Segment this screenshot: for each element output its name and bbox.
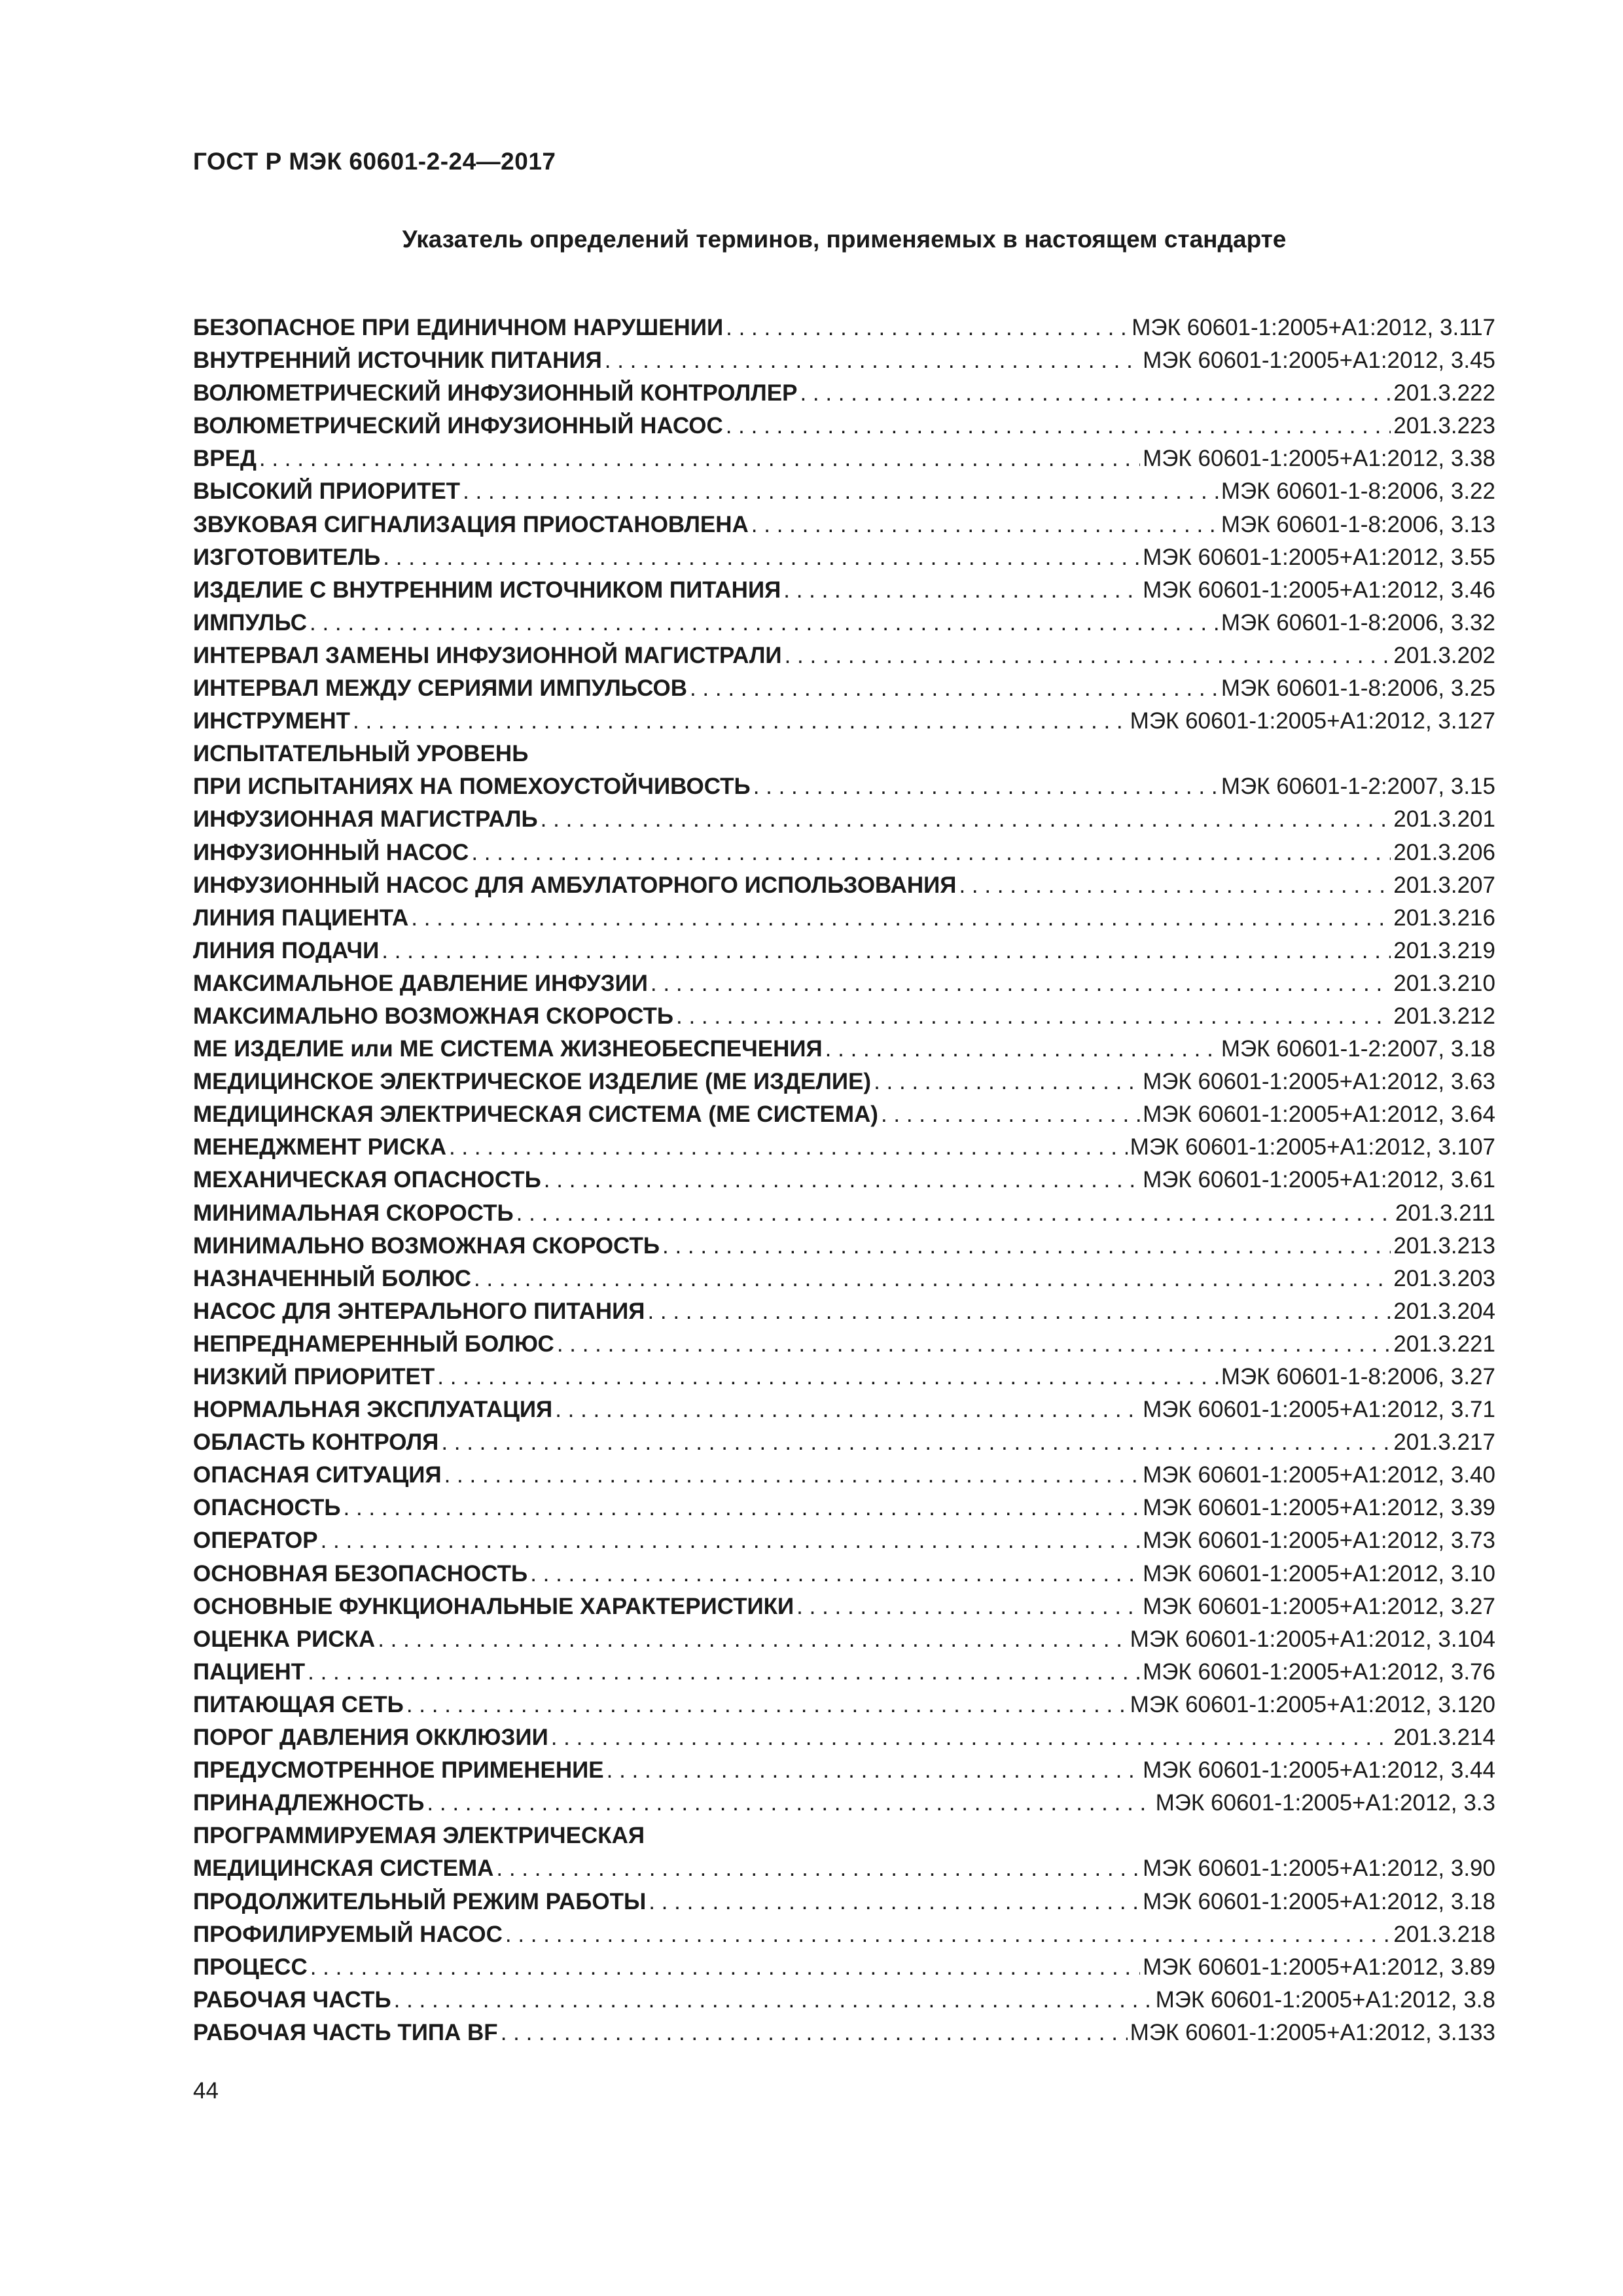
- index-term: ПОРОГ ДАВЛЕНИЯ ОККЛЮЗИИ: [193, 1725, 548, 1751]
- dot-leader: [353, 705, 1128, 738]
- dot-leader: [406, 1689, 1128, 1721]
- index-term: ВОЛЮМЕТРИЧЕСКИЙ ИНФУЗИОННЫЙ НАСОС: [193, 413, 723, 439]
- index-entry: [193, 377, 1495, 410]
- index-entry: [193, 1951, 1495, 1984]
- index-entry: [193, 1689, 1495, 1721]
- index-term: ОСНОВНЫЕ ФУНКЦИОНАЛЬНЫЕ ХАРАКТЕРИСТИКИ: [193, 1593, 794, 1619]
- index-entry: [193, 1426, 1495, 1459]
- index-term: МАКСИМАЛЬНОЕ ДАВЛЕНИЕ ИНФУЗИИ: [193, 970, 648, 996]
- term-index-list: [193, 312, 1495, 2049]
- index-term: ОСНОВНАЯ БЕЗОПАСНОСТЬ: [193, 1560, 528, 1587]
- index-reference: МЭК 60601-1:2005+А1:2012, 3.55: [1143, 544, 1495, 570]
- index-reference: 201.3.213: [1393, 1232, 1495, 1259]
- index-term: ВЫСОКИЙ ПРИОРИТЕТ: [193, 478, 461, 505]
- index-term: ИНФУЗИОННЫЙ НАСОС ДЛЯ АМБУЛАТОРНОГО ИСПОЛЬЗОВАНИЯ: [193, 872, 957, 898]
- index-reference: МЭК 60601-1:2005+А1:2012, 3.127: [1130, 708, 1495, 734]
- index-entry: [193, 1393, 1495, 1426]
- dot-leader: [800, 377, 1391, 410]
- index-reference: 201.3.203: [1393, 1265, 1495, 1291]
- index-entry: [193, 475, 1495, 508]
- index-entry: [193, 1656, 1495, 1689]
- dot-leader: [874, 1066, 1140, 1098]
- dot-leader: [607, 1754, 1140, 1787]
- index-term: ИМПУЛЬС: [193, 609, 308, 636]
- index-reference: 201.3.219: [1393, 937, 1495, 963]
- index-term: РАБОЧАЯ ЧАСТЬ: [193, 1986, 391, 2013]
- index-entry: [193, 1524, 1495, 1557]
- index-term: ПРИ ИСПЫТАНИЯХ НА ПОМЕХОУСТОЙЧИВОСТЬ: [193, 774, 751, 800]
- index-term: ИНТЕРВАЛ МЕЖДУ СЕРИЯМИ ИМПУЛЬСОВ: [193, 675, 687, 702]
- dot-leader: [530, 1558, 1140, 1590]
- index-term: ИЗГОТОВИТЕЛЬ: [193, 544, 381, 570]
- index-reference: МЭК 60601-1:2005+А1:2012, 3.45: [1143, 348, 1495, 374]
- index-reference: 201.3.207: [1393, 872, 1495, 898]
- dot-leader: [959, 869, 1391, 902]
- index-reference: 201.3.223: [1393, 413, 1495, 439]
- index-entry: [193, 967, 1495, 1000]
- index-reference: 201.3.201: [1393, 806, 1495, 833]
- index-term: ИСПЫТАТЕЛЬНЫЙ УРОВЕНЬ: [193, 741, 529, 767]
- dot-leader: [690, 672, 1219, 705]
- index-reference: МЭК 60601-1:2005+А1:2012, 3.133: [1130, 2019, 1495, 2045]
- index-entry: [193, 312, 1495, 344]
- dot-leader: [753, 770, 1219, 803]
- index-entry: [193, 541, 1495, 574]
- index-term: НЕПРЕДНАМЕРЕННЫЙ БОЛЮС: [193, 1331, 554, 1357]
- index-term: ВОЛЮМЕТРИЧЕСКИЙ ИНФУЗИОННЫЙ КОНТРОЛЛЕР: [193, 380, 798, 406]
- index-term: ОПЕРАТОР: [193, 1528, 318, 1554]
- dot-leader: [651, 967, 1391, 1000]
- index-entry: [193, 1787, 1495, 1820]
- index-reference: МЭК 60601-1-8:2006, 3.25: [1221, 675, 1495, 702]
- index-entry: [193, 836, 1495, 869]
- dot-leader: [344, 1492, 1141, 1524]
- dot-leader: [516, 1197, 1393, 1230]
- index-term: НАЗНАЧЕННЫЙ БОЛЮС: [193, 1265, 471, 1291]
- index-term: МИНИМАЛЬНО ВОЗМОЖНАЯ СКОРОСТЬ: [193, 1232, 660, 1259]
- index-entry: [193, 1918, 1495, 1951]
- dot-leader: [321, 1524, 1141, 1557]
- index-term: ИНФУЗИОННЫЙ НАСОС: [193, 839, 469, 865]
- index-entry: [193, 1852, 1495, 1885]
- index-entry: [193, 1459, 1495, 1492]
- index-entry: [193, 1492, 1495, 1524]
- index-entry: [193, 1328, 1495, 1361]
- dot-leader: [649, 1886, 1140, 1918]
- index-entry: [193, 935, 1495, 967]
- index-entry: [193, 1131, 1495, 1164]
- index-term: ПРИНАДЛЕЖНОСТЬ: [193, 1790, 425, 1816]
- dot-leader: [501, 2017, 1128, 2049]
- index-reference: МЭК 60601-1:2005+А1:2012, 3.44: [1143, 1757, 1495, 1784]
- index-term: ИЗДЕЛИЕ С ВНУТРЕННИМ ИСТОЧНИКОМ ПИТАНИЯ: [193, 577, 781, 603]
- index-reference: МЭК 60601-1:2005+А1:2012, 3.104: [1130, 1626, 1495, 1652]
- index-entry: [193, 1623, 1495, 1656]
- index-term: МИНИМАЛЬНАЯ СКОРОСТЬ: [193, 1200, 514, 1226]
- dot-leader: [310, 607, 1219, 639]
- index-reference: 201.3.210: [1393, 970, 1495, 996]
- dot-leader: [551, 1721, 1391, 1754]
- index-term: ПРЕДУСМОТРЕННОЕ ПРИМЕНЕНИЕ: [193, 1757, 604, 1784]
- index-title: Указатель определений терминов, применяемых в настоящем стандарте: [402, 226, 1287, 253]
- page-number: 44: [193, 2078, 219, 2104]
- dot-leader: [383, 541, 1140, 574]
- index-reference: МЭК 60601-1:2005+А1:2012, 3.61: [1143, 1167, 1495, 1193]
- dot-leader: [541, 803, 1391, 836]
- dot-leader: [310, 1951, 1140, 1984]
- index-reference: МЭК 60601-1-8:2006, 3.32: [1221, 609, 1495, 636]
- index-entry: [193, 1000, 1495, 1033]
- dot-leader: [394, 1984, 1153, 2017]
- index-reference: 201.3.206: [1393, 839, 1495, 865]
- index-reference: МЭК 60601-1:2005+А1:2012, 3.10: [1143, 1560, 1495, 1587]
- index-term: ПРОФИЛИРУЕМЫЙ НАСОС: [193, 1921, 503, 1947]
- dot-leader: [751, 509, 1219, 541]
- index-entry: [193, 574, 1495, 607]
- index-entry: [193, 1033, 1495, 1066]
- index-term: ОЦЕНКА РИСКА: [193, 1626, 376, 1652]
- index-entry: [193, 2017, 1495, 2049]
- dot-leader: [676, 1000, 1391, 1033]
- index-reference: 201.3.216: [1393, 905, 1495, 931]
- index-entry: [193, 1295, 1495, 1328]
- index-reference: МЭК 60601-1-2:2007, 3.18: [1221, 1036, 1495, 1062]
- index-reference: 201.3.217: [1393, 1429, 1495, 1456]
- index-term: ПРОДОЛЖИТЕЛЬНЫЙ РЕЖИМ РАБОТЫ: [193, 1888, 647, 1914]
- dot-leader: [308, 1656, 1140, 1689]
- dot-leader: [662, 1230, 1391, 1263]
- index-reference: 201.3.212: [1393, 1003, 1495, 1029]
- index-term: ИНФУЗИОННАЯ МАГИСТРАЛЬ: [193, 806, 538, 833]
- index-reference: МЭК 60601-1:2005+А1:2012, 3.39: [1143, 1495, 1495, 1521]
- dot-leader: [726, 410, 1391, 442]
- index-entry: [193, 442, 1495, 475]
- index-reference: МЭК 60601-1-8:2006, 3.27: [1221, 1364, 1495, 1390]
- index-term: МЕДИЦИНСКОЕ ЭЛЕКТРИЧЕСКОЕ ИЗДЕЛИЕ (МЕ ИЗДЕЛИЕ): [193, 1069, 872, 1095]
- index-term: ЗВУКОВАЯ СИГНАЛИЗАЦИЯ ПРИОСТАНОВЛЕНА: [193, 511, 749, 537]
- index-reference: МЭК 60601-1:2005+А1:2012, 3.63: [1143, 1069, 1495, 1095]
- index-term: ПАЦИЕНТ: [193, 1659, 306, 1685]
- dot-leader: [557, 1328, 1391, 1361]
- index-term: ОПАСНОСТЬ: [193, 1495, 341, 1521]
- index-term: МЕДИЦИНСКАЯ ЭЛЕКТРИЧЕСКАЯ СИСТЕМА (МЕ СИСТЕМА): [193, 1102, 878, 1128]
- index-reference: 201.3.204: [1393, 1298, 1495, 1324]
- index-reference: МЭК 60601-1:2005+А1:2012, 3.76: [1143, 1659, 1495, 1685]
- index-reference: 201.3.221: [1393, 1331, 1495, 1357]
- dot-leader: [449, 1131, 1128, 1164]
- index-entry: [193, 639, 1495, 672]
- index-reference: МЭК 60601-1:2005+А1:2012, 3.40: [1143, 1462, 1495, 1488]
- index-entry: [193, 705, 1495, 738]
- index-reference: МЭК 60601-1:2005+А1:2012, 3.117: [1132, 315, 1495, 340]
- index-reference: 201.3.211: [1395, 1200, 1495, 1226]
- dot-leader: [726, 312, 1129, 344]
- index-reference: 201.3.202: [1393, 642, 1495, 668]
- index-entry: [193, 1263, 1495, 1295]
- index-entry: [193, 1230, 1495, 1263]
- index-reference: МЭК 60601-1:2005+А1:2012, 3.89: [1143, 1954, 1495, 1980]
- index-entry: [193, 1098, 1495, 1131]
- index-entry: [193, 1984, 1495, 2017]
- index-reference: 201.3.218: [1393, 1921, 1495, 1947]
- dot-leader: [796, 1590, 1140, 1623]
- index-reference: МЭК 60601-1:2005+А1:2012, 3.46: [1143, 577, 1495, 603]
- index-entry: [193, 869, 1495, 902]
- index-entry: [193, 1886, 1495, 1918]
- index-reference: 201.3.214: [1393, 1725, 1495, 1751]
- dot-leader: [474, 1263, 1391, 1295]
- index-entry: [193, 410, 1495, 442]
- index-reference: МЭК 60601-1-8:2006, 3.13: [1221, 511, 1495, 537]
- dot-leader: [785, 639, 1391, 672]
- index-entry: [193, 1754, 1495, 1787]
- dot-leader: [441, 1426, 1391, 1459]
- index-entry: [193, 344, 1495, 377]
- index-term: МАКСИМАЛЬНО ВОЗМОЖНАЯ СКОРОСТЬ: [193, 1003, 674, 1029]
- index-entry: [193, 770, 1495, 803]
- index-term: МЕ ИЗДЕЛИЕ или МЕ СИСТЕМА ЖИЗНЕОБЕСПЕЧЕНИЯ: [193, 1036, 823, 1062]
- index-term: НОРМАЛЬНАЯ ЭКСПЛУАТАЦИЯ: [193, 1397, 553, 1423]
- index-term: ПРОГРАММИРУЕМАЯ ЭЛЕКТРИЧЕСКАЯ: [193, 1823, 645, 1849]
- index-term: ПИТАЮЩАЯ СЕТЬ: [193, 1691, 404, 1717]
- index-entry: [193, 1164, 1495, 1196]
- index-term: МЕХАНИЧЕСКАЯ ОПАСНОСТЬ: [193, 1167, 541, 1193]
- index-term: ОБЛАСТЬ КОНТРОЛЯ: [193, 1429, 439, 1456]
- index-term: ИНТЕРВАЛ ЗАМЕНЫ ИНФУЗИОННОЙ МАГИСТРАЛИ: [193, 642, 782, 668]
- index-entry: [193, 1590, 1495, 1623]
- index-reference: МЭК 60601-1:2005+А1:2012, 3.3: [1155, 1790, 1495, 1816]
- dot-leader: [471, 836, 1391, 869]
- index-term: ИНСТРУМЕНТ: [193, 708, 351, 734]
- index-reference: МЭК 60601-1:2005+А1:2012, 3.107: [1130, 1134, 1495, 1160]
- index-term: БЕЗОПАСНОЕ ПРИ ЕДИНИЧНОМ НАРУШЕНИИ: [193, 315, 724, 340]
- index-term: РАБОЧАЯ ЧАСТЬ ТИПА BF: [193, 2019, 498, 2045]
- index-reference: МЭК 60601-1:2005+А1:2012, 3.8: [1155, 1986, 1495, 2013]
- dot-leader: [647, 1295, 1391, 1328]
- index-entry: [193, 1361, 1495, 1393]
- standard-header: ГОСТ Р МЭК 60601-2-24—2017: [193, 148, 556, 175]
- index-entry: [193, 902, 1495, 935]
- index-term: ЛИНИЯ ПОДАЧИ: [193, 937, 380, 963]
- index-term: ВРЕД: [193, 446, 257, 472]
- index-reference: МЭК 60601-1:2005+А1:2012, 3.27: [1143, 1593, 1495, 1619]
- index-term: МЕДИЦИНСКАЯ СИСТЕМА: [193, 1856, 494, 1882]
- index-reference: МЭК 60601-1:2005+А1:2012, 3.90: [1143, 1856, 1495, 1882]
- index-entry: [193, 803, 1495, 836]
- dot-leader: [605, 344, 1140, 377]
- index-entry: [193, 1820, 1495, 1852]
- dot-leader: [427, 1787, 1152, 1820]
- index-reference: МЭК 60601-1:2005+А1:2012, 3.71: [1143, 1397, 1495, 1423]
- index-reference: МЭК 60601-1-8:2006, 3.22: [1221, 478, 1495, 505]
- index-reference: МЭК 60601-1:2005+А1:2012, 3.18: [1143, 1888, 1495, 1914]
- index-term: ПРОЦЕСС: [193, 1954, 308, 1980]
- dot-leader: [259, 442, 1140, 475]
- index-entry: [193, 607, 1495, 639]
- dot-leader: [505, 1918, 1391, 1951]
- dot-leader: [463, 475, 1219, 508]
- index-entry: [193, 738, 1495, 770]
- dot-leader: [437, 1361, 1219, 1393]
- dot-leader: [544, 1164, 1140, 1196]
- index-term: НАСОС ДЛЯ ЭНТЕРАЛЬНОГО ПИТАНИЯ: [193, 1298, 645, 1324]
- index-entry: [193, 1558, 1495, 1590]
- index-term: ЛИНИЯ ПАЦИЕНТА: [193, 905, 409, 931]
- index-reference: 201.3.222: [1393, 380, 1495, 406]
- index-term: МЕНЕДЖМЕНТ РИСКА: [193, 1134, 446, 1160]
- dot-leader: [881, 1098, 1140, 1131]
- dot-leader: [444, 1459, 1141, 1492]
- index-reference: МЭК 60601-1:2005+А1:2012, 3.120: [1130, 1691, 1495, 1717]
- dot-leader: [382, 935, 1391, 967]
- index-reference: МЭК 60601-1:2005+А1:2012, 3.38: [1143, 446, 1495, 472]
- index-reference: МЭК 60601-1:2005+А1:2012, 3.64: [1143, 1102, 1495, 1128]
- dot-leader: [825, 1033, 1219, 1066]
- dot-leader: [411, 902, 1391, 935]
- index-reference: МЭК 60601-1:2005+А1:2012, 3.73: [1143, 1528, 1495, 1554]
- dot-leader: [496, 1852, 1140, 1885]
- dot-leader: [555, 1393, 1140, 1426]
- index-entry: [193, 672, 1495, 705]
- dot-leader: [783, 574, 1140, 607]
- index-entry: [193, 1066, 1495, 1098]
- index-reference: МЭК 60601-1-2:2007, 3.15: [1221, 774, 1495, 800]
- index-term: НИЗКИЙ ПРИОРИТЕТ: [193, 1364, 435, 1390]
- dot-leader: [378, 1623, 1127, 1656]
- index-term: ВНУТРЕННИЙ ИСТОЧНИК ПИТАНИЯ: [193, 348, 602, 374]
- index-entry: [193, 1721, 1495, 1754]
- index-term: ОПАСНАЯ СИТУАЦИЯ: [193, 1462, 442, 1488]
- index-entry: [193, 1197, 1495, 1230]
- index-entry: [193, 509, 1495, 541]
